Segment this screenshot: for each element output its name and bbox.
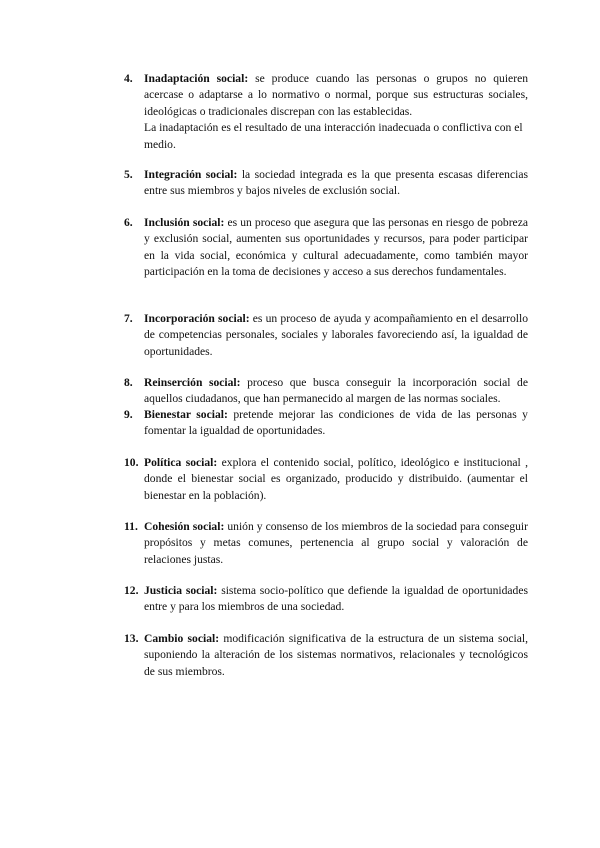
item-term: Inadaptación social: — [144, 72, 249, 85]
item-number: 9. — [124, 408, 133, 421]
definition-item-8 — [124, 375, 528, 408]
item-number: 11. — [124, 520, 138, 533]
item-extra-text: La inadaptación es el resultado de una interacción inadecuada o conflictiva con el medio. — [144, 121, 523, 151]
item-body — [144, 583, 528, 616]
item-body — [144, 71, 528, 120]
item-term: Inclusión social: — [144, 216, 225, 229]
item-text: pretende mejorar las condiciones de vida de las personas y fomentar la igualdad de oportunidades. — [144, 408, 528, 438]
item-body — [144, 455, 528, 504]
item-body — [144, 375, 528, 408]
item-term: Integración social: — [144, 168, 238, 181]
item-text: la sociedad integrada es la que presenta escasas diferencias entre sus miembros y bajos niveles de exclusión social. — [144, 168, 528, 198]
item-text: modificación significativa de la estructura de un sistema social, suponiendo la alteración de los sistemas normativos, relacionales y tecnológicos de sus miembros. — [144, 632, 528, 678]
item-body — [144, 311, 528, 360]
definition-item-12 — [124, 583, 528, 616]
definition-item-11 — [124, 519, 528, 568]
definition-item-5 — [124, 167, 528, 200]
item-text: es un proceso de ayuda y acompañamiento en el desarrollo de competencias personales, sociales y laborales favoreciendo así, la igualdad de oportunidades. — [144, 312, 528, 358]
item-body — [144, 631, 528, 680]
item-number: 7. — [124, 312, 133, 325]
item-term: Política social: — [144, 456, 218, 469]
definition-item-7 — [124, 311, 528, 360]
item-term: Justicia social: — [144, 584, 218, 597]
item-number: 8. — [124, 376, 133, 389]
definition-item-4 — [124, 71, 528, 153]
item-number: 5. — [124, 168, 133, 181]
item-text: proceso que busca conseguir la incorporación social de aquellos ciudadanos, que han permanecido al margen de las normas sociales. — [144, 376, 528, 406]
item-body — [144, 519, 528, 568]
definition-item-9 — [124, 407, 528, 440]
item-term: Incorporación social: — [144, 312, 250, 325]
item-text: es un proceso que asegura que las personas en riesgo de pobreza y exclusión social, aumenten sus oportunidades y recursos, para poder participar en la vida social, económica y cultural adecuadamente, como también mayor participación en la toma de decisiones y acceso a sus derechos fundamentales. — [144, 216, 528, 279]
item-text: unión y consenso de los miembros de la sociedad para conseguir propósitos y metas comunes, pertenencia al grupo social y valoración de relaciones justas. — [144, 520, 528, 566]
item-term: Bienestar social: — [144, 408, 228, 421]
definition-item-6 — [124, 215, 528, 281]
item-body — [144, 167, 528, 200]
item-term: Cohesión social: — [144, 520, 225, 533]
item-body — [144, 215, 528, 281]
item-text: sistema socio-político que defiende la igualdad de oportunidades entre y para los miembros de una sociedad. — [144, 584, 528, 614]
definition-item-13 — [124, 631, 528, 680]
item-number: 6. — [124, 216, 133, 229]
definition-item-10 — [124, 455, 528, 504]
item-number: 12. — [124, 584, 139, 597]
item-number: 10. — [124, 456, 139, 469]
item-number: 4. — [124, 72, 133, 85]
item-text: se produce cuando las personas o grupos no quieren acercase o adaptarse a lo normativo o normal, porque sus estructuras sociales, ideológicas o tradicionales discrepan con las establecidas. — [144, 72, 529, 118]
item-text: explora el contenido social, político, ideológico e institucional , donde el bienestar social es organizado, producido y distribuido. (aumentar el bienestar en la población). — [144, 456, 528, 502]
item-body — [144, 407, 528, 440]
item-term: Cambio social: — [144, 632, 220, 645]
item-term: Reinserción social: — [144, 376, 241, 389]
item-number: 13. — [124, 632, 139, 645]
